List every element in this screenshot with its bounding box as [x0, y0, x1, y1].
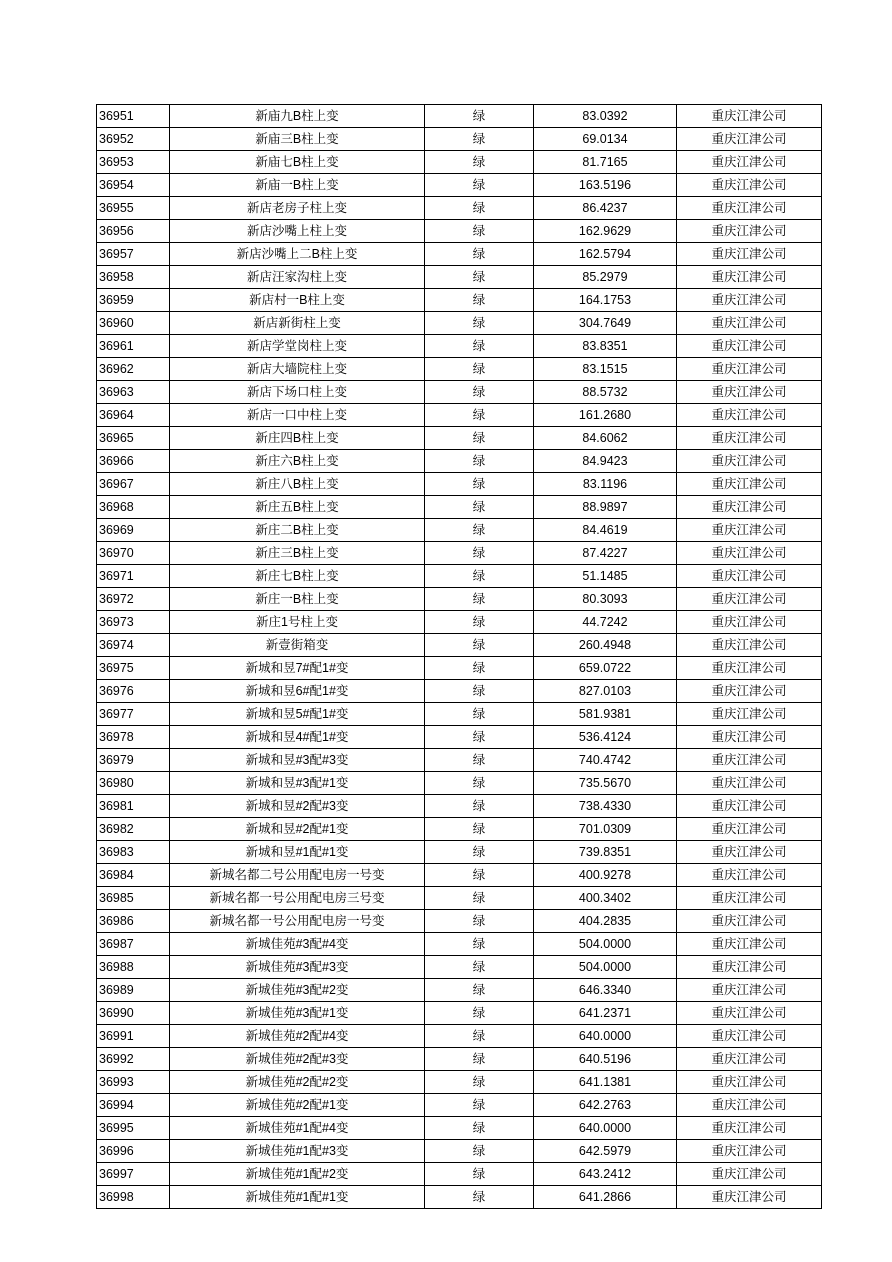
cell-color: 绿 — [425, 933, 534, 956]
cell-name: 新城和昱4#配1#变 — [170, 726, 425, 749]
cell-company: 重庆江津公司 — [677, 795, 822, 818]
cell-company: 重庆江津公司 — [677, 726, 822, 749]
cell-color: 绿 — [425, 427, 534, 450]
cell-company: 重庆江津公司 — [677, 151, 822, 174]
table-row — [97, 933, 822, 956]
table-row — [97, 1163, 822, 1186]
cell-company: 重庆江津公司 — [677, 105, 822, 128]
cell-value: 641.2371 — [534, 1002, 677, 1025]
cell-name: 新城和昱#3配#1变 — [170, 772, 425, 795]
cell-id: 36994 — [97, 1094, 170, 1117]
cell-id: 36963 — [97, 381, 170, 404]
cell-color: 绿 — [425, 795, 534, 818]
table-row — [97, 1094, 822, 1117]
cell-company: 重庆江津公司 — [677, 565, 822, 588]
cell-company: 重庆江津公司 — [677, 404, 822, 427]
cell-id: 36951 — [97, 105, 170, 128]
cell-name: 新城佳苑#3配#1变 — [170, 1002, 425, 1025]
cell-id: 36961 — [97, 335, 170, 358]
cell-id: 36988 — [97, 956, 170, 979]
cell-id: 36957 — [97, 243, 170, 266]
cell-id: 36989 — [97, 979, 170, 1002]
cell-name: 新庄八B柱上变 — [170, 473, 425, 496]
cell-id: 36964 — [97, 404, 170, 427]
cell-color: 绿 — [425, 381, 534, 404]
table-row — [97, 542, 822, 565]
cell-id: 36971 — [97, 565, 170, 588]
table-row — [97, 519, 822, 542]
table-row — [97, 657, 822, 680]
cell-id: 36991 — [97, 1025, 170, 1048]
cell-color: 绿 — [425, 496, 534, 519]
table-row — [97, 266, 822, 289]
table-row — [97, 496, 822, 519]
table-row — [97, 174, 822, 197]
cell-value: 86.4237 — [534, 197, 677, 220]
cell-company: 重庆江津公司 — [677, 450, 822, 473]
table-row — [97, 151, 822, 174]
cell-company: 重庆江津公司 — [677, 312, 822, 335]
cell-value: 88.5732 — [534, 381, 677, 404]
cell-value: 739.8351 — [534, 841, 677, 864]
cell-id: 36974 — [97, 634, 170, 657]
cell-company: 重庆江津公司 — [677, 473, 822, 496]
cell-value: 161.2680 — [534, 404, 677, 427]
cell-value: 642.2763 — [534, 1094, 677, 1117]
table-row — [97, 588, 822, 611]
cell-color: 绿 — [425, 450, 534, 473]
cell-id: 36983 — [97, 841, 170, 864]
cell-id: 36986 — [97, 910, 170, 933]
table-row — [97, 910, 822, 933]
cell-name: 新城和昱7#配1#变 — [170, 657, 425, 680]
cell-company: 重庆江津公司 — [677, 266, 822, 289]
cell-value: 51.1485 — [534, 565, 677, 588]
table-row — [97, 105, 822, 128]
cell-name: 新城佳苑#2配#3变 — [170, 1048, 425, 1071]
cell-id: 36987 — [97, 933, 170, 956]
table-row — [97, 726, 822, 749]
cell-value: 80.3093 — [534, 588, 677, 611]
cell-company: 重庆江津公司 — [677, 841, 822, 864]
cell-value: 646.3340 — [534, 979, 677, 1002]
cell-company: 重庆江津公司 — [677, 174, 822, 197]
cell-id: 36992 — [97, 1048, 170, 1071]
cell-value: 701.0309 — [534, 818, 677, 841]
table-row — [97, 404, 822, 427]
table-row — [97, 818, 822, 841]
cell-value: 640.0000 — [534, 1025, 677, 1048]
cell-company: 重庆江津公司 — [677, 910, 822, 933]
table-row — [97, 634, 822, 657]
cell-color: 绿 — [425, 1140, 534, 1163]
cell-color: 绿 — [425, 749, 534, 772]
cell-value: 827.0103 — [534, 680, 677, 703]
cell-company: 重庆江津公司 — [677, 1048, 822, 1071]
cell-color: 绿 — [425, 887, 534, 910]
table-row — [97, 197, 822, 220]
cell-company: 重庆江津公司 — [677, 289, 822, 312]
cell-name: 新城佳苑#2配#1变 — [170, 1094, 425, 1117]
cell-value: 304.7649 — [534, 312, 677, 335]
cell-company: 重庆江津公司 — [677, 1140, 822, 1163]
cell-name: 新城和昱#2配#1变 — [170, 818, 425, 841]
cell-color: 绿 — [425, 1002, 534, 1025]
table-row — [97, 335, 822, 358]
cell-company: 重庆江津公司 — [677, 657, 822, 680]
cell-company: 重庆江津公司 — [677, 933, 822, 956]
cell-name: 新店大墙院柱上变 — [170, 358, 425, 381]
cell-color: 绿 — [425, 243, 534, 266]
cell-id: 36952 — [97, 128, 170, 151]
cell-value: 504.0000 — [534, 933, 677, 956]
cell-name: 新店汪家沟柱上变 — [170, 266, 425, 289]
cell-value: 735.5670 — [534, 772, 677, 795]
cell-color: 绿 — [425, 174, 534, 197]
cell-id: 36955 — [97, 197, 170, 220]
cell-color: 绿 — [425, 312, 534, 335]
cell-company: 重庆江津公司 — [677, 749, 822, 772]
table-row — [97, 703, 822, 726]
cell-company: 重庆江津公司 — [677, 197, 822, 220]
cell-id: 36973 — [97, 611, 170, 634]
cell-id: 36996 — [97, 1140, 170, 1163]
cell-color: 绿 — [425, 151, 534, 174]
cell-company: 重庆江津公司 — [677, 542, 822, 565]
cell-value: 504.0000 — [534, 956, 677, 979]
cell-company: 重庆江津公司 — [677, 772, 822, 795]
cell-name: 新城和昱#2配#3变 — [170, 795, 425, 818]
cell-name: 新庄七B柱上变 — [170, 565, 425, 588]
cell-id: 36998 — [97, 1186, 170, 1209]
table-row — [97, 680, 822, 703]
cell-value: 69.0134 — [534, 128, 677, 151]
cell-id: 36977 — [97, 703, 170, 726]
cell-color: 绿 — [425, 864, 534, 887]
cell-color: 绿 — [425, 979, 534, 1002]
cell-id: 36967 — [97, 473, 170, 496]
cell-name: 新庙七B柱上变 — [170, 151, 425, 174]
cell-value: 162.9629 — [534, 220, 677, 243]
cell-company: 重庆江津公司 — [677, 1163, 822, 1186]
cell-value: 640.5196 — [534, 1048, 677, 1071]
cell-value: 84.9423 — [534, 450, 677, 473]
cell-company: 重庆江津公司 — [677, 680, 822, 703]
cell-name: 新庄六B柱上变 — [170, 450, 425, 473]
table-body — [97, 105, 822, 1209]
cell-company: 重庆江津公司 — [677, 818, 822, 841]
cell-name: 新庙三B柱上变 — [170, 128, 425, 151]
table-row — [97, 289, 822, 312]
cell-name: 新店学堂岗柱上变 — [170, 335, 425, 358]
cell-value: 84.4619 — [534, 519, 677, 542]
cell-color: 绿 — [425, 105, 534, 128]
cell-name: 新店沙嘴上二B柱上变 — [170, 243, 425, 266]
cell-value: 642.5979 — [534, 1140, 677, 1163]
table-row — [97, 473, 822, 496]
cell-company: 重庆江津公司 — [677, 496, 822, 519]
cell-id: 36969 — [97, 519, 170, 542]
cell-value: 44.7242 — [534, 611, 677, 634]
table-row — [97, 565, 822, 588]
cell-color: 绿 — [425, 611, 534, 634]
cell-color: 绿 — [425, 841, 534, 864]
cell-value: 659.0722 — [534, 657, 677, 680]
cell-name: 新店新街柱上变 — [170, 312, 425, 335]
cell-color: 绿 — [425, 910, 534, 933]
cell-color: 绿 — [425, 335, 534, 358]
cell-value: 84.6062 — [534, 427, 677, 450]
cell-value: 83.8351 — [534, 335, 677, 358]
cell-color: 绿 — [425, 197, 534, 220]
cell-company: 重庆江津公司 — [677, 956, 822, 979]
cell-company: 重庆江津公司 — [677, 358, 822, 381]
table-row — [97, 979, 822, 1002]
cell-company: 重庆江津公司 — [677, 887, 822, 910]
cell-name: 新城佳苑#1配#2变 — [170, 1163, 425, 1186]
cell-name: 新庄三B柱上变 — [170, 542, 425, 565]
cell-value: 164.1753 — [534, 289, 677, 312]
cell-company: 重庆江津公司 — [677, 1094, 822, 1117]
cell-color: 绿 — [425, 565, 534, 588]
cell-company: 重庆江津公司 — [677, 381, 822, 404]
cell-name: 新庙九B柱上变 — [170, 105, 425, 128]
cell-id: 36953 — [97, 151, 170, 174]
cell-color: 绿 — [425, 956, 534, 979]
cell-id: 36966 — [97, 450, 170, 473]
cell-company: 重庆江津公司 — [677, 979, 822, 1002]
cell-name: 新庄二B柱上变 — [170, 519, 425, 542]
cell-id: 36958 — [97, 266, 170, 289]
cell-id: 36960 — [97, 312, 170, 335]
cell-value: 162.5794 — [534, 243, 677, 266]
table-row — [97, 427, 822, 450]
cell-company: 重庆江津公司 — [677, 1002, 822, 1025]
cell-id: 36981 — [97, 795, 170, 818]
cell-value: 643.2412 — [534, 1163, 677, 1186]
cell-value: 641.1381 — [534, 1071, 677, 1094]
cell-color: 绿 — [425, 818, 534, 841]
cell-color: 绿 — [425, 1071, 534, 1094]
cell-id: 36982 — [97, 818, 170, 841]
cell-name: 新庄四B柱上变 — [170, 427, 425, 450]
cell-color: 绿 — [425, 1163, 534, 1186]
table-row — [97, 1025, 822, 1048]
cell-name: 新壹街箱变 — [170, 634, 425, 657]
cell-id: 36976 — [97, 680, 170, 703]
table-row — [97, 864, 822, 887]
cell-color: 绿 — [425, 657, 534, 680]
table-row — [97, 358, 822, 381]
cell-color: 绿 — [425, 772, 534, 795]
table-row — [97, 312, 822, 335]
cell-name: 新城佳苑#2配#2变 — [170, 1071, 425, 1094]
cell-id: 36984 — [97, 864, 170, 887]
cell-name: 新城和昱#3配#3变 — [170, 749, 425, 772]
cell-company: 重庆江津公司 — [677, 1117, 822, 1140]
cell-value: 536.4124 — [534, 726, 677, 749]
cell-id: 36972 — [97, 588, 170, 611]
cell-id: 36995 — [97, 1117, 170, 1140]
cell-value: 85.2979 — [534, 266, 677, 289]
table-row — [97, 956, 822, 979]
cell-id: 36978 — [97, 726, 170, 749]
cell-name: 新店老房子柱上变 — [170, 197, 425, 220]
cell-color: 绿 — [425, 634, 534, 657]
cell-id: 36979 — [97, 749, 170, 772]
cell-id: 36993 — [97, 1071, 170, 1094]
cell-color: 绿 — [425, 358, 534, 381]
table-row — [97, 1002, 822, 1025]
table-row — [97, 772, 822, 795]
cell-name: 新庄一B柱上变 — [170, 588, 425, 611]
cell-name: 新城佳苑#1配#3变 — [170, 1140, 425, 1163]
cell-name: 新店下场口柱上变 — [170, 381, 425, 404]
cell-name: 新庙一B柱上变 — [170, 174, 425, 197]
cell-name: 新庄1号柱上变 — [170, 611, 425, 634]
cell-value: 738.4330 — [534, 795, 677, 818]
cell-id: 36990 — [97, 1002, 170, 1025]
cell-id: 36954 — [97, 174, 170, 197]
cell-name: 新城佳苑#2配#4变 — [170, 1025, 425, 1048]
cell-id: 36968 — [97, 496, 170, 519]
cell-id: 36970 — [97, 542, 170, 565]
table-row — [97, 749, 822, 772]
cell-id: 36962 — [97, 358, 170, 381]
cell-color: 绿 — [425, 680, 534, 703]
cell-name: 新城名都一号公用配电房三号变 — [170, 887, 425, 910]
cell-value: 640.0000 — [534, 1117, 677, 1140]
cell-company: 重庆江津公司 — [677, 1025, 822, 1048]
cell-value: 163.5196 — [534, 174, 677, 197]
cell-name: 新城佳苑#3配#3变 — [170, 956, 425, 979]
table-row — [97, 243, 822, 266]
table-row — [97, 611, 822, 634]
cell-company: 重庆江津公司 — [677, 1071, 822, 1094]
cell-value: 404.2835 — [534, 910, 677, 933]
cell-company: 重庆江津公司 — [677, 611, 822, 634]
cell-color: 绿 — [425, 266, 534, 289]
cell-name: 新城和昱#1配#1变 — [170, 841, 425, 864]
cell-name: 新城佳苑#1配#1变 — [170, 1186, 425, 1209]
cell-name: 新城名都一号公用配电房一号变 — [170, 910, 425, 933]
table-row — [97, 220, 822, 243]
cell-name: 新城名都二号公用配电房一号变 — [170, 864, 425, 887]
table-row — [97, 841, 822, 864]
cell-name: 新城和昱5#配1#变 — [170, 703, 425, 726]
cell-company: 重庆江津公司 — [677, 335, 822, 358]
cell-name: 新店村一B柱上变 — [170, 289, 425, 312]
cell-company: 重庆江津公司 — [677, 864, 822, 887]
cell-value: 581.9381 — [534, 703, 677, 726]
cell-value: 81.7165 — [534, 151, 677, 174]
table-row — [97, 1117, 822, 1140]
cell-color: 绿 — [425, 1094, 534, 1117]
cell-id: 36959 — [97, 289, 170, 312]
cell-company: 重庆江津公司 — [677, 128, 822, 151]
cell-company: 重庆江津公司 — [677, 703, 822, 726]
cell-color: 绿 — [425, 1048, 534, 1071]
table-row — [97, 1140, 822, 1163]
cell-color: 绿 — [425, 703, 534, 726]
cell-id: 36980 — [97, 772, 170, 795]
cell-company: 重庆江津公司 — [677, 634, 822, 657]
cell-value: 740.4742 — [534, 749, 677, 772]
cell-color: 绿 — [425, 128, 534, 151]
cell-company: 重庆江津公司 — [677, 519, 822, 542]
table-row — [97, 887, 822, 910]
table-row — [97, 1048, 822, 1071]
cell-name: 新城佳苑#3配#4变 — [170, 933, 425, 956]
cell-value: 260.4948 — [534, 634, 677, 657]
cell-value: 400.3402 — [534, 887, 677, 910]
data-table-container — [96, 104, 796, 1209]
cell-id: 36997 — [97, 1163, 170, 1186]
cell-name: 新庄五B柱上变 — [170, 496, 425, 519]
cell-color: 绿 — [425, 220, 534, 243]
cell-id: 36975 — [97, 657, 170, 680]
table-row — [97, 1186, 822, 1209]
cell-color: 绿 — [425, 404, 534, 427]
cell-color: 绿 — [425, 726, 534, 749]
table-row — [97, 795, 822, 818]
cell-color: 绿 — [425, 542, 534, 565]
cell-value: 400.9278 — [534, 864, 677, 887]
cell-color: 绿 — [425, 1186, 534, 1209]
cell-value: 83.0392 — [534, 105, 677, 128]
cell-color: 绿 — [425, 1025, 534, 1048]
cell-id: 36956 — [97, 220, 170, 243]
cell-color: 绿 — [425, 289, 534, 312]
cell-value: 87.4227 — [534, 542, 677, 565]
cell-name: 新城佳苑#3配#2变 — [170, 979, 425, 1002]
cell-value: 88.9897 — [534, 496, 677, 519]
table-row — [97, 128, 822, 151]
cell-company: 重庆江津公司 — [677, 243, 822, 266]
cell-color: 绿 — [425, 1117, 534, 1140]
cell-name: 新店一口中柱上变 — [170, 404, 425, 427]
cell-color: 绿 — [425, 473, 534, 496]
cell-id: 36965 — [97, 427, 170, 450]
table-row — [97, 450, 822, 473]
cell-company: 重庆江津公司 — [677, 1186, 822, 1209]
table-row — [97, 381, 822, 404]
cell-name: 新城佳苑#1配#4变 — [170, 1117, 425, 1140]
cell-value: 83.1196 — [534, 473, 677, 496]
table-row — [97, 1071, 822, 1094]
cell-company: 重庆江津公司 — [677, 220, 822, 243]
cell-company: 重庆江津公司 — [677, 427, 822, 450]
transformer-data-table — [96, 104, 822, 1209]
cell-value: 641.2866 — [534, 1186, 677, 1209]
cell-name: 新店沙嘴上柱上变 — [170, 220, 425, 243]
cell-color: 绿 — [425, 588, 534, 611]
cell-name: 新城和昱6#配1#变 — [170, 680, 425, 703]
cell-company: 重庆江津公司 — [677, 588, 822, 611]
cell-id: 36985 — [97, 887, 170, 910]
cell-value: 83.1515 — [534, 358, 677, 381]
cell-color: 绿 — [425, 519, 534, 542]
